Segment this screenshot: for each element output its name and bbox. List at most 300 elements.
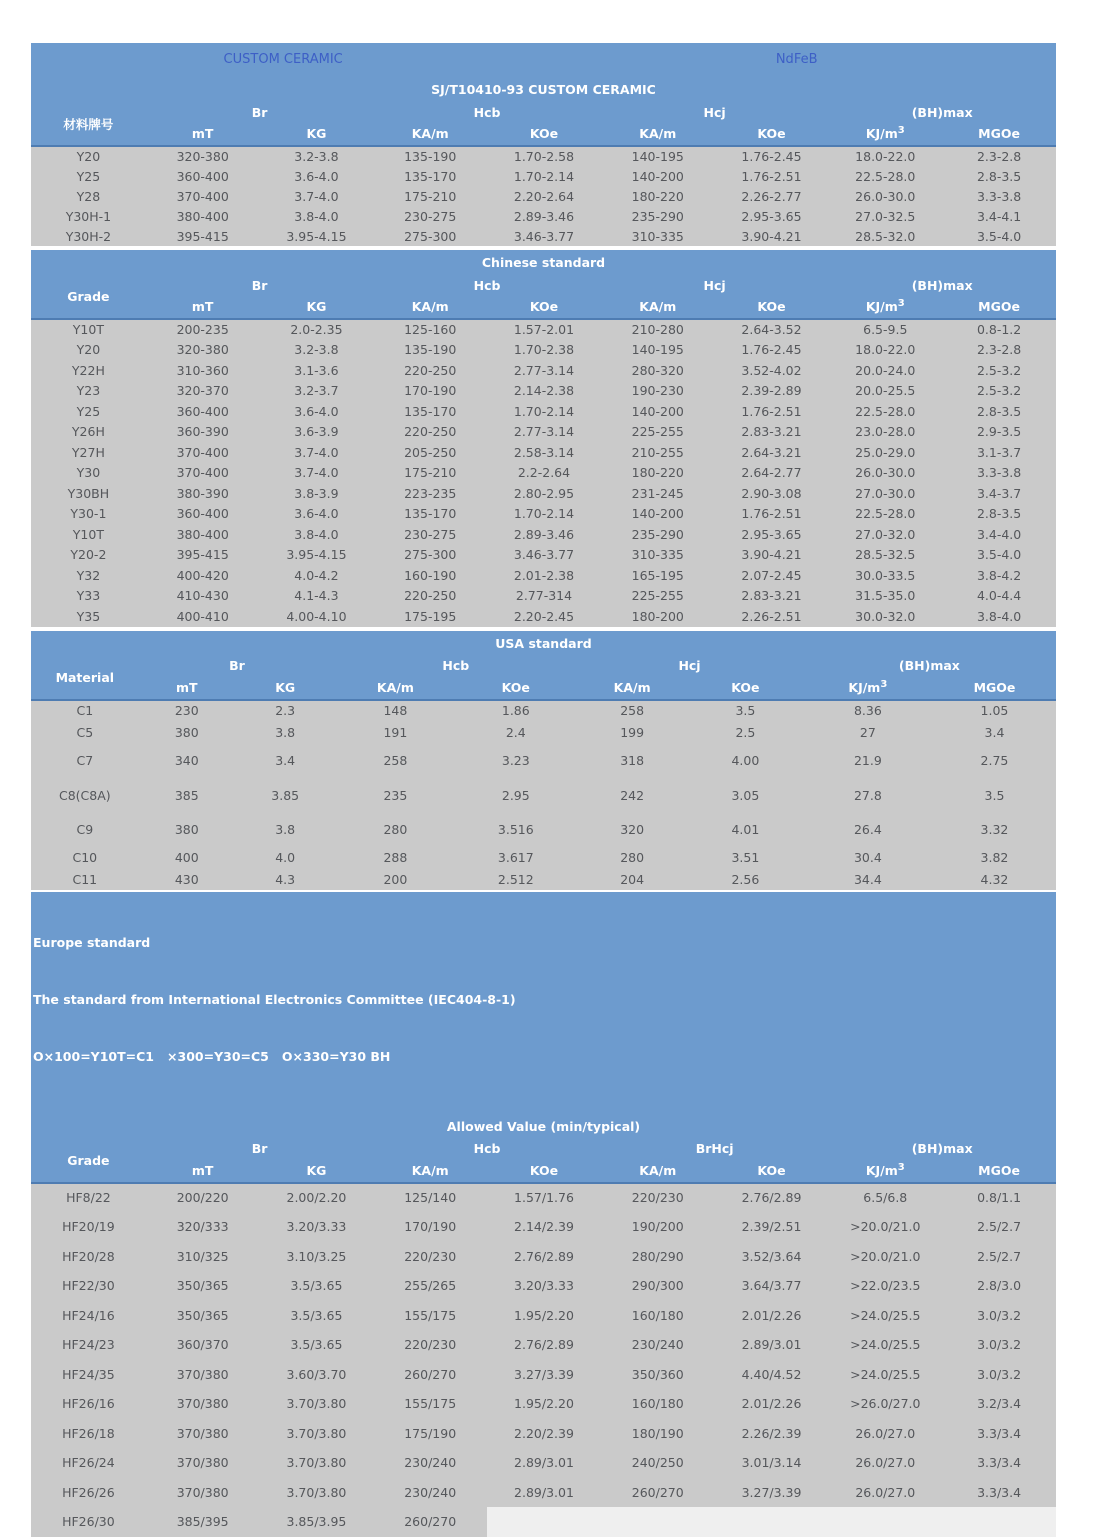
value-cell: 3.70/3.80: [260, 1448, 374, 1478]
value-cell: 26.0/27.0: [828, 1448, 942, 1478]
table-row: [31, 565, 1056, 586]
unit-header: KA/m: [335, 676, 455, 700]
value-cell: 2.77-3.14: [487, 360, 601, 381]
chinese-standard-table: [31, 250, 1056, 627]
value-cell: 3.52/3.64: [715, 1242, 829, 1272]
europe-standard-note: [31, 892, 1056, 1104]
value-cell: 4.00: [688, 744, 803, 777]
value-cell: 4.32: [933, 870, 1056, 890]
grade-cell: Y25: [31, 401, 146, 422]
value-cell: 3.5/3.65: [260, 1330, 374, 1360]
value-cell: 2.58-3.14: [487, 442, 601, 463]
table-row: [31, 340, 1056, 361]
table-row: [31, 442, 1056, 463]
value-cell: 3.27/3.39: [487, 1360, 601, 1390]
grade-cell: Y30H-1: [31, 206, 146, 226]
value-cell: 3.2-3.7: [260, 381, 374, 402]
table-row: [31, 1242, 1056, 1272]
value-cell: 2.64-2.77: [715, 463, 829, 484]
value-cell: 140-195: [601, 340, 715, 361]
value-cell: 2.26-2.51: [715, 606, 829, 627]
grade-cell: Y10T: [31, 524, 146, 545]
value-cell: 230-275: [373, 206, 487, 226]
value-cell: 1.70-2.14: [487, 504, 601, 525]
value-cell: 4.0-4.2: [260, 565, 374, 586]
value-cell: 2.8-3.5: [942, 401, 1056, 422]
unit-header: KOe: [715, 122, 829, 146]
group-header-hcj: Hcj: [601, 275, 829, 295]
value-cell: 30.0-32.0: [828, 606, 942, 627]
value-cell: 2.89/3.01: [487, 1478, 601, 1508]
value-cell: 225-255: [601, 422, 715, 443]
label-column-header: 材料牌号: [31, 102, 146, 146]
value-cell: 155/175: [373, 1301, 487, 1331]
value-cell: 3.64/3.77: [715, 1271, 829, 1301]
value-cell: 3.617: [455, 845, 576, 870]
table-row: [31, 166, 1056, 186]
grade-cell: HF20/28: [31, 1242, 146, 1272]
table-title: USA standard: [31, 631, 1056, 656]
unit-header: mT: [146, 1159, 260, 1183]
value-cell: 220-250: [373, 360, 487, 381]
value-cell: 3.27/3.39: [715, 1478, 829, 1508]
table-row: [31, 422, 1056, 443]
value-cell: 135-170: [373, 401, 487, 422]
unit-header: KG: [235, 676, 335, 700]
value-cell: 1.76-2.51: [715, 166, 829, 186]
value-cell: 3.70/3.80: [260, 1478, 374, 1508]
table-row: [31, 1507, 1056, 1537]
value-cell: 3.10/3.25: [260, 1242, 374, 1272]
value-cell: 400-410: [146, 606, 260, 627]
unit-header: KA/m: [576, 676, 688, 700]
value-cell: 3.5/3.65: [260, 1271, 374, 1301]
value-cell: 3.3/3.4: [942, 1419, 1056, 1449]
value-cell: 180/190: [601, 1419, 715, 1449]
value-cell: 3.70/3.80: [260, 1389, 374, 1419]
value-cell: 360-390: [146, 422, 260, 443]
value-cell: >24.0/25.5: [828, 1330, 942, 1360]
value-cell: 260/270: [373, 1507, 487, 1537]
value-cell: 2.39-2.89: [715, 381, 829, 402]
value-cell: 27.8: [803, 777, 933, 814]
value-cell: 360-400: [146, 504, 260, 525]
grade-cell: Y20: [31, 146, 146, 166]
grade-cell: C9: [31, 814, 139, 845]
value-cell: 3.4-4.1: [942, 206, 1056, 226]
value-cell: 2.00/2.20: [260, 1183, 374, 1213]
value-cell: 3.8: [235, 814, 335, 845]
group-header-br: Br: [146, 102, 374, 122]
value-cell: 125/140: [373, 1183, 487, 1213]
value-cell: 310-335: [601, 226, 715, 246]
value-cell: 3.51: [688, 845, 803, 870]
value-cell: 2.14-2.38: [487, 381, 601, 402]
unit-header: mT: [139, 676, 235, 700]
value-cell: 3.2/3.4: [942, 1389, 1056, 1419]
section-sjt10410: [31, 43, 1056, 246]
value-cell: 3.0/3.2: [942, 1330, 1056, 1360]
value-cell: 3.5: [933, 777, 1056, 814]
value-cell: 230/240: [373, 1478, 487, 1508]
table-title: Allowed Value (min/typical): [31, 1114, 1056, 1139]
value-cell: 320-380: [146, 340, 260, 361]
value-cell: 2.39/2.51: [715, 1212, 829, 1242]
value-cell: 0.8-1.2: [942, 319, 1056, 340]
value-cell: 170-190: [373, 381, 487, 402]
value-cell: 3.20/3.33: [487, 1271, 601, 1301]
value-cell: 25.0-29.0: [828, 442, 942, 463]
value-cell: 2.95: [455, 777, 576, 814]
value-cell: 230/240: [601, 1330, 715, 1360]
value-cell: 3.1-3.6: [260, 360, 374, 381]
value-cell: 135-190: [373, 340, 487, 361]
value-cell: 370/380: [146, 1389, 260, 1419]
sjt10410-table: [31, 77, 1056, 246]
value-cell: 3.7-4.0: [260, 463, 374, 484]
value-cell: 350/365: [146, 1301, 260, 1331]
value-cell: 3.85/3.95: [260, 1507, 374, 1537]
group-header-bhmax: (BH)max: [828, 275, 1056, 295]
value-cell: 3.46-3.77: [487, 226, 601, 246]
value-cell: 170/190: [373, 1212, 487, 1242]
unit-header: KOe: [688, 676, 803, 700]
unit-header: $KJ/m^3$: [828, 1159, 942, 1183]
section-chinese-standard: [31, 250, 1056, 627]
table-row: [31, 814, 1056, 845]
value-cell: 3.4: [235, 744, 335, 777]
value-cell: 310-360: [146, 360, 260, 381]
value-cell: 242: [576, 777, 688, 814]
grade-cell: Y25: [31, 166, 146, 186]
value-cell: 370/380: [146, 1478, 260, 1508]
value-cell: 2.90-3.08: [715, 483, 829, 504]
value-cell: 160/180: [601, 1389, 715, 1419]
value-cell: 220-250: [373, 422, 487, 443]
table-row: [31, 1183, 1056, 1213]
value-cell: 2.8/3.0: [942, 1271, 1056, 1301]
value-cell: 1.70-2.58: [487, 146, 601, 166]
value-cell: 3.2-3.8: [260, 146, 374, 166]
value-cell: 380-400: [146, 206, 260, 226]
value-cell: 1.76-2.45: [715, 146, 829, 166]
value-cell: 1.76-2.45: [715, 340, 829, 361]
value-cell: 2.4: [455, 721, 576, 744]
value-cell: 2.3-2.8: [942, 340, 1056, 361]
value-cell: 2.76/2.89: [487, 1330, 601, 1360]
value-cell: 2.64-3.21: [715, 442, 829, 463]
label-column-header: Grade: [31, 1139, 146, 1183]
value-cell: 3.2-3.8: [260, 340, 374, 361]
value-cell: 1.70-2.14: [487, 401, 601, 422]
grade-cell: HF8/22: [31, 1183, 146, 1213]
value-cell: 4.00-4.10: [260, 606, 374, 627]
value-cell: 31.5-35.0: [828, 586, 942, 607]
value-cell: 360-400: [146, 401, 260, 422]
value-cell: 225-255: [601, 586, 715, 607]
value-cell: 180-200: [601, 606, 715, 627]
value-cell: 350/365: [146, 1271, 260, 1301]
value-cell: 3.05: [688, 777, 803, 814]
unit-header: KOe: [715, 295, 829, 319]
grade-cell: HF26/30: [31, 1507, 146, 1537]
value-cell: 370-400: [146, 442, 260, 463]
value-cell: 3.90-4.21: [715, 226, 829, 246]
value-cell: 3.7-4.0: [260, 442, 374, 463]
table-row: [31, 186, 1056, 206]
value-cell: 148: [335, 700, 455, 721]
value-cell: 380: [139, 721, 235, 744]
table-row: [31, 381, 1056, 402]
table-row: [31, 606, 1056, 627]
value-cell: 3.90-4.21: [715, 545, 829, 566]
value-cell: 3.8-4.0: [942, 606, 1056, 627]
value-cell: 3.4-3.7: [942, 483, 1056, 504]
value-cell: 320-380: [146, 146, 260, 166]
value-cell: 340: [139, 744, 235, 777]
value-cell: 27: [803, 721, 933, 744]
value-cell: 320-370: [146, 381, 260, 402]
value-cell: 380: [139, 814, 235, 845]
value-cell: 4.0: [235, 845, 335, 870]
value-cell: 2.20-2.45: [487, 606, 601, 627]
grade-cell: Y30BH: [31, 483, 146, 504]
value-cell: >20.0/21.0: [828, 1212, 942, 1242]
unit-header: KA/m: [601, 122, 715, 146]
grade-cell: HF26/24: [31, 1448, 146, 1478]
table-row: [31, 845, 1056, 870]
table-row: [31, 1478, 1056, 1508]
grade-cell: Y30H-2: [31, 226, 146, 246]
grade-cell: C7: [31, 744, 139, 777]
value-cell: 1.95/2.20: [487, 1301, 601, 1331]
value-cell: 370/380: [146, 1360, 260, 1390]
value-cell: >26.0/27.0: [828, 1389, 942, 1419]
value-cell: 6.5-9.5: [828, 319, 942, 340]
value-cell: 26.0-30.0: [828, 186, 942, 206]
value-cell: 1.70-2.14: [487, 166, 601, 186]
unit-header: KA/m: [601, 1159, 715, 1183]
value-cell: 230-275: [373, 524, 487, 545]
value-cell: 21.9: [803, 744, 933, 777]
group-header-hcb: Hcb: [373, 102, 601, 122]
unit-header: KA/m: [373, 122, 487, 146]
grade-cell: C10: [31, 845, 139, 870]
unit-header: KOe: [487, 1159, 601, 1183]
value-cell: 260/270: [601, 1478, 715, 1508]
value-cell: 3.8-4.0: [260, 206, 374, 226]
value-cell: 220/230: [373, 1242, 487, 1272]
value-cell: 258: [335, 744, 455, 777]
value-cell: 3.95-4.15: [260, 545, 374, 566]
unit-header: $KJ/m^3$: [828, 295, 942, 319]
allowed-value-table: [31, 1114, 1056, 1537]
value-cell: 2.56: [688, 870, 803, 890]
value-cell: 235: [335, 777, 455, 814]
value-cell: 430: [139, 870, 235, 890]
value-cell: 2.76/2.89: [487, 1242, 601, 1272]
value-cell: 2.80-2.95: [487, 483, 601, 504]
value-cell: 210-255: [601, 442, 715, 463]
value-cell: 18.0-22.0: [828, 146, 942, 166]
unit-header: KA/m: [373, 1159, 487, 1183]
grade-cell: HF26/16: [31, 1389, 146, 1419]
unit-header: MGOe: [933, 676, 1056, 700]
value-cell: 3.6-4.0: [260, 401, 374, 422]
value-cell: 175-210: [373, 463, 487, 484]
value-cell: 2.76/2.89: [715, 1183, 829, 1213]
value-cell: 320/333: [146, 1212, 260, 1242]
value-cell: 191: [335, 721, 455, 744]
value-cell: 4.01: [688, 814, 803, 845]
table-title: Chinese standard: [31, 250, 1056, 275]
value-cell: 3.20/3.33: [260, 1212, 374, 1242]
value-cell: 410-430: [146, 586, 260, 607]
value-cell: 258: [576, 700, 688, 721]
table-row: [31, 226, 1056, 246]
value-cell: 3.5-4.0: [942, 545, 1056, 566]
value-cell: 2.26/2.39: [715, 1419, 829, 1449]
value-cell: 20.0-25.5: [828, 381, 942, 402]
value-cell: 26.4: [803, 814, 933, 845]
grade-cell: Y10T: [31, 319, 146, 340]
value-cell: 370/380: [146, 1419, 260, 1449]
value-cell: 2.20-2.64: [487, 186, 601, 206]
nav-link-custom-ceramic[interactable]: CUSTOM CERAMIC: [223, 52, 343, 67]
value-cell: 2.14/2.39: [487, 1212, 601, 1242]
value-cell: 290/300: [601, 1271, 715, 1301]
label-column-header: Material: [31, 656, 139, 700]
grade-cell: HF22/30: [31, 1271, 146, 1301]
value-cell: 200/220: [146, 1183, 260, 1213]
group-header-bhmax: (BH)max: [828, 1139, 1056, 1159]
value-cell: 0.8/1.1: [942, 1183, 1056, 1213]
table-row: [31, 483, 1056, 504]
group-header-hcb: Hcb: [373, 1139, 601, 1159]
value-cell: 395-415: [146, 545, 260, 566]
value-cell: 235-290: [601, 206, 715, 226]
value-cell: 20.0-24.0: [828, 360, 942, 381]
value-cell: 180-220: [601, 186, 715, 206]
group-header-br: Br: [146, 1139, 374, 1159]
value-cell: 2.8-3.5: [942, 166, 1056, 186]
value-cell: 3.5-4.0: [942, 226, 1056, 246]
value-cell: 230/240: [373, 1448, 487, 1478]
value-cell: 380-390: [146, 483, 260, 504]
table-row: [31, 206, 1056, 226]
value-cell: 175-210: [373, 186, 487, 206]
value-cell: 3.8-4.2: [942, 565, 1056, 586]
value-cell: 3.3/3.4: [942, 1478, 1056, 1508]
value-cell: 2.01-2.38: [487, 565, 601, 586]
value-cell: 220-250: [373, 586, 487, 607]
value-cell: 28.5-32.5: [828, 545, 942, 566]
value-cell: 175-195: [373, 606, 487, 627]
value-cell: 2.95-3.65: [715, 206, 829, 226]
value-cell: 3.52-4.02: [715, 360, 829, 381]
value-cell: 3.60/3.70: [260, 1360, 374, 1390]
unit-header: $KJ/m^3$: [828, 122, 942, 146]
group-header-brhcj: BrHcj: [601, 1139, 829, 1159]
value-cell: 1.70-2.38: [487, 340, 601, 361]
value-cell: 3.3-3.8: [942, 186, 1056, 206]
table-row: [31, 146, 1056, 166]
usa-standard-table: [31, 631, 1056, 890]
value-cell: 4.1-4.3: [260, 586, 374, 607]
value-cell: [942, 1507, 1056, 1537]
group-header-hcj: Hcj: [576, 656, 803, 676]
value-cell: 2.83-3.21: [715, 586, 829, 607]
value-cell: 350/360: [601, 1360, 715, 1390]
value-cell: >22.0/23.5: [828, 1271, 942, 1301]
grade-cell: Y28: [31, 186, 146, 206]
value-cell: 140-200: [601, 401, 715, 422]
section-europe-and-allowed-value: [31, 892, 1056, 1537]
value-cell: 235-290: [601, 524, 715, 545]
value-cell: 3.3-3.8: [942, 463, 1056, 484]
grade-cell: Y30: [31, 463, 146, 484]
value-cell: 190-230: [601, 381, 715, 402]
value-cell: [715, 1507, 829, 1537]
table-row: [31, 586, 1056, 607]
value-cell: 3.5: [688, 700, 803, 721]
table-row: [31, 1389, 1056, 1419]
table-row: [31, 504, 1056, 525]
value-cell: 3.3/3.4: [942, 1448, 1056, 1478]
value-cell: 125-160: [373, 319, 487, 340]
value-cell: 30.0-33.5: [828, 565, 942, 586]
value-cell: 2.9-3.5: [942, 422, 1056, 443]
table-row: [31, 360, 1056, 381]
value-cell: 28.5-32.0: [828, 226, 942, 246]
value-cell: 275-300: [373, 226, 487, 246]
value-cell: >24.0/25.5: [828, 1360, 942, 1390]
nav-link-ndfeb[interactable]: NdFeB: [775, 52, 818, 67]
grade-cell: Y35: [31, 606, 146, 627]
value-cell: 2.3: [235, 700, 335, 721]
unit-header: mT: [146, 295, 260, 319]
table-row: [31, 1419, 1056, 1449]
value-cell: 380-400: [146, 524, 260, 545]
grade-cell: C8(C8A): [31, 777, 139, 814]
value-cell: 4.3: [235, 870, 335, 890]
value-cell: 3.5/3.65: [260, 1301, 374, 1331]
value-cell: 26.0/27.0: [828, 1419, 942, 1449]
value-cell: 4.0-4.4: [942, 586, 1056, 607]
unit-header: mT: [146, 122, 260, 146]
value-cell: [601, 1507, 715, 1537]
europe-standard-equivalence: O×100=Y10T=C1 ×300=Y30=C5 O×330=Y30 BH: [33, 1048, 391, 1064]
grade-cell: Y23: [31, 381, 146, 402]
value-cell: 3.6-4.0: [260, 504, 374, 525]
table-title: SJ/T10410-93 CUSTOM CERAMIC: [31, 77, 1056, 102]
unit-header: KG: [260, 295, 374, 319]
value-cell: 1.86: [455, 700, 576, 721]
value-cell: 1.57/1.76: [487, 1183, 601, 1213]
value-cell: 140-195: [601, 146, 715, 166]
value-cell: 22.5-28.0: [828, 166, 942, 186]
value-cell: 2.07-2.45: [715, 565, 829, 586]
value-cell: 280/290: [601, 1242, 715, 1272]
value-cell: 395-415: [146, 226, 260, 246]
value-cell: 1.57-2.01: [487, 319, 601, 340]
value-cell: 210-280: [601, 319, 715, 340]
value-cell: 200: [335, 870, 455, 890]
value-cell: 140-200: [601, 166, 715, 186]
value-cell: 3.01/3.14: [715, 1448, 829, 1478]
table-row: [31, 463, 1056, 484]
grade-cell: Y20-2: [31, 545, 146, 566]
